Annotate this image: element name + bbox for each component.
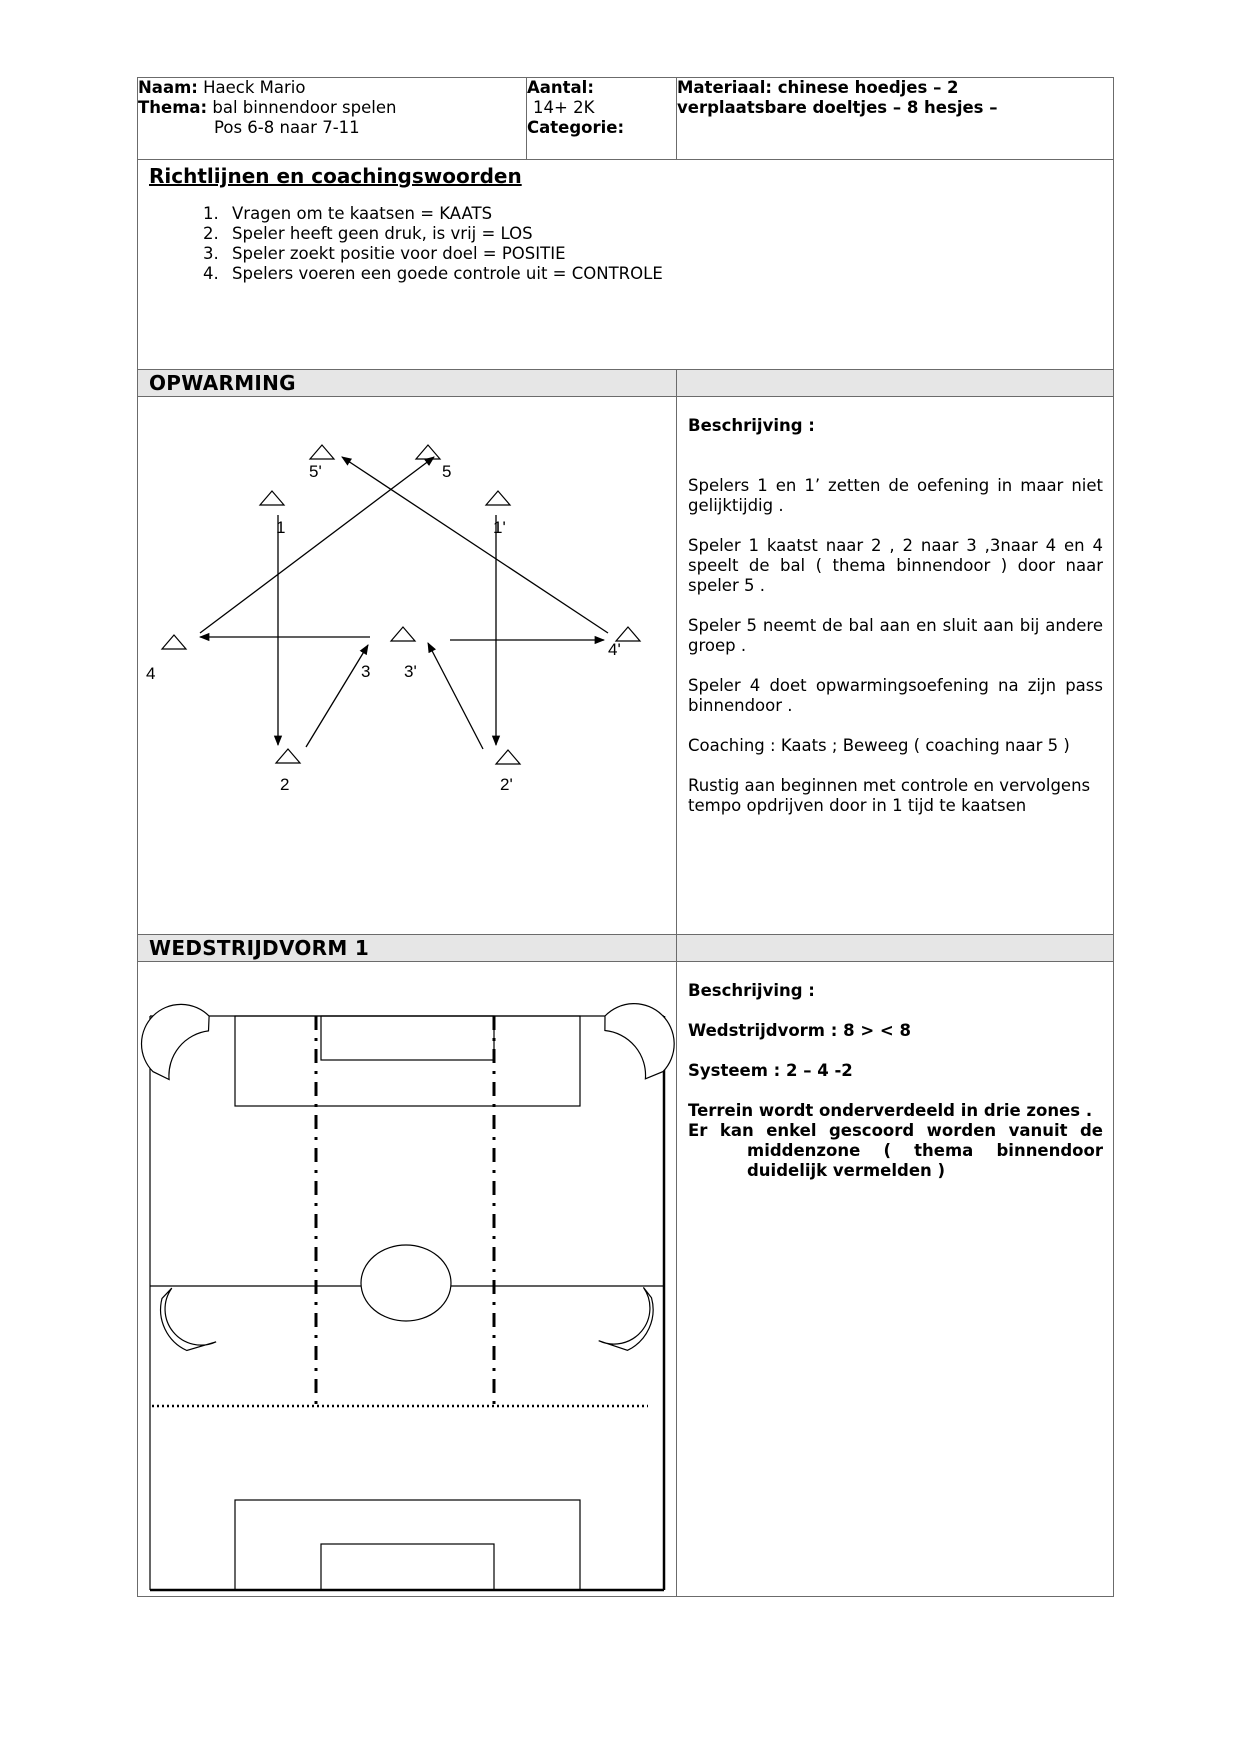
wedstrijdvorm-terrein-line4: duidelijk vermelden ): [747, 1161, 946, 1180]
aantal-label: Aantal:: [527, 78, 594, 97]
opwarming-heading-cell: [138, 370, 677, 397]
player-label: 3': [404, 662, 417, 681]
naam-value: Haeck Mario: [197, 78, 306, 97]
bottom-penalty-box: [235, 1500, 580, 1590]
naam-label: Naam:: [138, 78, 198, 97]
opwarming-desc-title: Beschrijving :: [688, 416, 815, 435]
wedstrijdvorm-systeem: Systeem : 2 – 4 -2: [688, 1061, 853, 1080]
cone-icon: [310, 445, 334, 459]
cone-icon: [276, 749, 300, 763]
pass-arrow: [200, 457, 434, 633]
movable-goal-icon: [599, 1287, 653, 1350]
guideline-item: 4. Spelers voeren een goede controle uit = CONTROLE: [224, 264, 1113, 284]
player-label: 2': [500, 775, 513, 794]
thema-line2: Pos 6-8 naar 7-11: [214, 118, 360, 137]
centre-circle: [361, 1245, 451, 1321]
player-label: 2: [280, 775, 290, 794]
player-label: 1': [493, 518, 506, 537]
football-field-diagram: [138, 962, 677, 1596]
cone-icon: [496, 750, 520, 764]
wedstrijdvorm-heading-right-cell: [677, 935, 1114, 962]
player-label: 5': [309, 462, 322, 481]
pass-arrow: [428, 643, 483, 749]
player-label: 1: [276, 518, 286, 537]
materiaal-line1: Materiaal: chinese hoedjes – 2: [677, 78, 959, 97]
opwarming-paragraph: Spelers 1 en 1’ zetten de oefening in maar niet gelijktijdig .: [688, 476, 1103, 515]
pass-arrow: [342, 457, 608, 633]
opwarming-paragraph: Rustig aan beginnen met controle en vervolgens tempo opdrijven door in 1 tijd te kaatsen: [688, 776, 1091, 815]
guideline-item: 2. Speler heeft geen druk, is vrij = LOS: [224, 224, 1113, 244]
header-materiaal-cell: [677, 78, 1114, 160]
header-aantal-cell: [527, 78, 677, 160]
aantal-value: 14+ 2K: [533, 98, 595, 117]
guidelines-cell: [138, 160, 1114, 370]
player-label: 3: [361, 662, 371, 681]
movable-goal-icon: [605, 1004, 674, 1079]
bottom-goal-box: [321, 1544, 494, 1590]
categorie-label: Categorie:: [527, 118, 625, 137]
guideline-item: 3. Speler zoekt positie voor doel = POSITIE: [224, 244, 1113, 264]
guidelines-title: Richtlijnen en coachingswoorden: [149, 164, 522, 188]
thema-label: Thema:: [138, 98, 208, 117]
wedstrijdvorm-heading-cell: [138, 935, 677, 962]
opwarming-title: OPWARMING: [149, 371, 296, 395]
top-penalty-box: [235, 1016, 580, 1106]
movable-goal-icon: [161, 1288, 217, 1350]
materiaal-line2: verplaatsbare doeltjes – 8 hesjes –: [677, 98, 998, 117]
wedstrijdvorm-description-cell: [677, 962, 1114, 1597]
opwarming-paragraph: Speler 1 kaatst naar 2 , 2 naar 3 ,3naar 4 en 4 speelt de bal ( thema binnendoor ) door naar speler 5 .: [688, 536, 1103, 595]
top-goal-box: [321, 1016, 494, 1060]
guidelines-list: [138, 204, 1113, 284]
header-naam-thema-cell: [138, 78, 527, 160]
cone-icon: [391, 627, 415, 641]
wedstrijdvorm-desc-title: Beschrijving :: [688, 981, 815, 1000]
training-sheet: [137, 77, 1113, 1598]
player-label: 5: [442, 462, 452, 481]
pass-arrow: [306, 645, 371, 747]
thema-value: bal binnendoor spelen: [207, 98, 397, 117]
player-label: 4': [608, 640, 621, 659]
opwarming-paragraph: Speler 4 doet opwarmingsoefening na zijn pass binnendoor .: [688, 676, 1103, 715]
opwarming-drill-diagram: [138, 397, 677, 934]
wedstrijdvorm-title: WEDSTRIJDVORM 1: [149, 936, 370, 960]
opwarming-paragraph: Speler 5 neemt de bal aan en sluit aan bij andere groep .: [688, 616, 1103, 655]
guideline-item: 1. Vragen om te kaatsen = KAATS: [224, 204, 1113, 224]
opwarming-heading-right-cell: [677, 370, 1114, 397]
wedstrijdvorm-terrein-line3: middenzone ( thema binnendoor: [747, 1141, 1103, 1160]
opwarming-paragraph: Coaching : Kaats ; Beweeg ( coaching naar 5 ): [688, 736, 1070, 755]
player-label: 4: [146, 664, 156, 683]
cone-icon: [416, 445, 440, 459]
wedstrijdvorm-field-cell: [138, 962, 677, 1597]
opwarming-description-cell: [677, 397, 1114, 935]
cone-icon: [260, 491, 284, 505]
cone-icon: [162, 635, 186, 649]
wedstrijdvorm-terrein-line1: Terrein wordt onderverdeeld in drie zones .: [688, 1101, 1093, 1120]
wedstrijdvorm-vorm: Wedstrijdvorm : 8 > < 8: [688, 1021, 911, 1040]
opwarming-diagram-cell: [138, 397, 677, 935]
wedstrijdvorm-terrein-line2: Er kan enkel gescoord worden vanuit de: [688, 1121, 1103, 1140]
cone-icon: [616, 627, 640, 641]
training-form-table: [137, 77, 1114, 1597]
cone-icon: [486, 491, 510, 505]
